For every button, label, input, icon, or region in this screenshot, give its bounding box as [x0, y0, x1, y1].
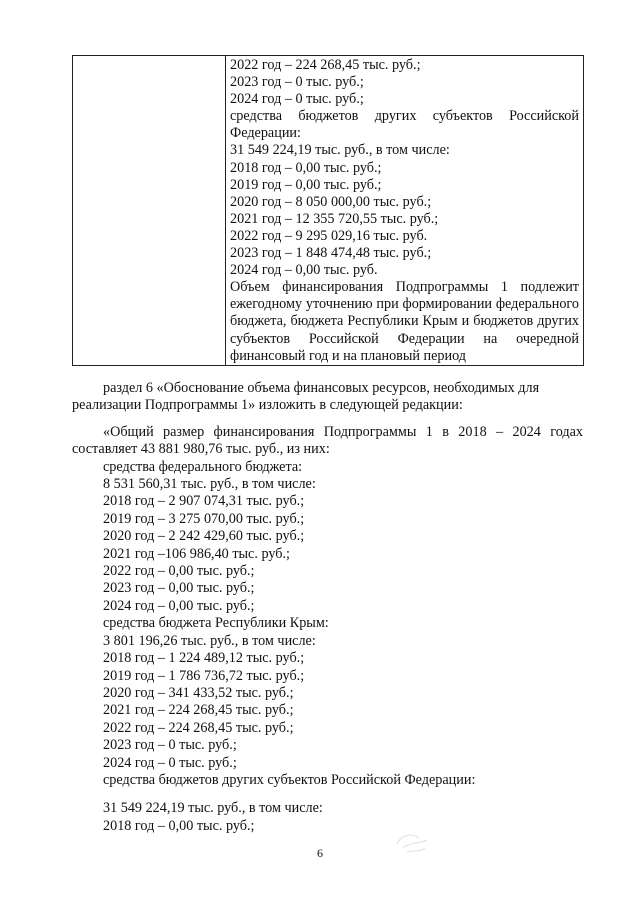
federal-line: 8 531 560,31 тыс. руб., в том числе:: [103, 476, 316, 493]
table-line: 2020 год – 8 050 000,00 тыс. руб.;: [230, 193, 432, 210]
table-row: [73, 56, 584, 366]
other-line: 31 549 224,19 тыс. руб., в том числе:: [103, 800, 323, 817]
other-subjects-heading: средства бюджетов других субъектов Российской Федерации:: [230, 108, 579, 142]
table-line: 2021 год – 12 355 720,55 тыс. руб.;: [230, 210, 439, 227]
section-title-line: реализации Подпрограммы 1» изложить в следующей редакции:: [72, 397, 463, 414]
intro-line: «Общий размер финансирования Подпрограммы 1 в 2018 – 2024 годах: [103, 423, 583, 440]
financing-table: [72, 55, 584, 366]
table-line: 2023 год – 1 848 474,48 тыс. руб.;: [230, 245, 432, 262]
federal-line: 2024 год – 0,00 тыс. руб.;: [103, 597, 255, 614]
intro-line: составляет 43 881 980,76 тыс. руб., из них:: [72, 441, 330, 458]
federal-line: 2019 год – 3 275 070,00 тыс. руб.;: [103, 510, 305, 527]
table-left-cell: [73, 56, 226, 366]
federal-line: 2020 год – 2 242 429,60 тыс. руб.;: [103, 528, 305, 545]
crimea-line: 2020 год – 341 433,52 тыс. руб.;: [103, 684, 294, 701]
table-line: 2019 год – 0,00 тыс. руб.;: [230, 176, 382, 193]
crimea-line: 2024 год – 0 тыс. руб.;: [103, 754, 237, 771]
crimea-heading: средства бюджета Республики Крым:: [103, 615, 329, 632]
page-number: 6: [317, 846, 323, 860]
crimea-line: 2019 год – 1 786 736,72 тыс. руб.;: [103, 667, 305, 684]
table-right-cell: [226, 56, 584, 366]
table-line: 2022 год – 224 268,45 тыс. руб.;: [230, 57, 421, 73]
crimea-line: 3 801 196,26 тыс. руб., в том числе:: [103, 632, 316, 649]
table-line: 31 549 224,19 тыс. руб., в том числе:: [230, 142, 450, 159]
federal-line: 2023 год – 0,00 тыс. руб.;: [103, 580, 255, 597]
federal-line: 2018 год – 2 907 074,31 тыс. руб.;: [103, 493, 305, 510]
other-line: 2018 год – 0,00 тыс. руб.;: [103, 817, 255, 834]
federal-heading: средства федерального бюджета:: [103, 458, 303, 475]
table-line: 2024 год – 0 тыс. руб.;: [230, 91, 364, 108]
table-line: 2022 год – 9 295 029,16 тыс. руб.: [230, 227, 428, 244]
crimea-line: 2023 год – 0 тыс. руб.;: [103, 737, 237, 754]
document-body: [72, 380, 583, 835]
federal-line: 2022 год – 0,00 тыс. руб.;: [103, 563, 255, 580]
table-line: 2023 год – 0 тыс. руб.;: [230, 74, 364, 91]
other-heading: средства бюджетов других субъектов Российской Федерации:: [103, 771, 476, 788]
table-line: 2024 год – 0,00 тыс. руб.: [230, 262, 378, 279]
table-line: 2018 год – 0,00 тыс. руб.;: [230, 159, 382, 176]
section-title-line: раздел 6 «Обоснование объема финансовых ресурсов, необходимых для: [103, 380, 540, 396]
crimea-line: 2018 год – 1 224 489,12 тыс. руб.;: [103, 650, 305, 667]
federal-line: 2021 год –106 986,40 тыс. руб.;: [103, 545, 290, 562]
financing-note: Объем финансирования Подпрограммы 1 подлежит ежегодному уточнению при формировании федерального бюджета, бюджета Республики Крым и бюджетов других субъектов Российской Федерации на очередной финансовый год и на плановый период: [230, 279, 579, 364]
crimea-line: 2022 год – 224 268,45 тыс. руб.;: [103, 719, 294, 736]
crimea-line: 2021 год – 224 268,45 тыс. руб.;: [103, 702, 294, 719]
